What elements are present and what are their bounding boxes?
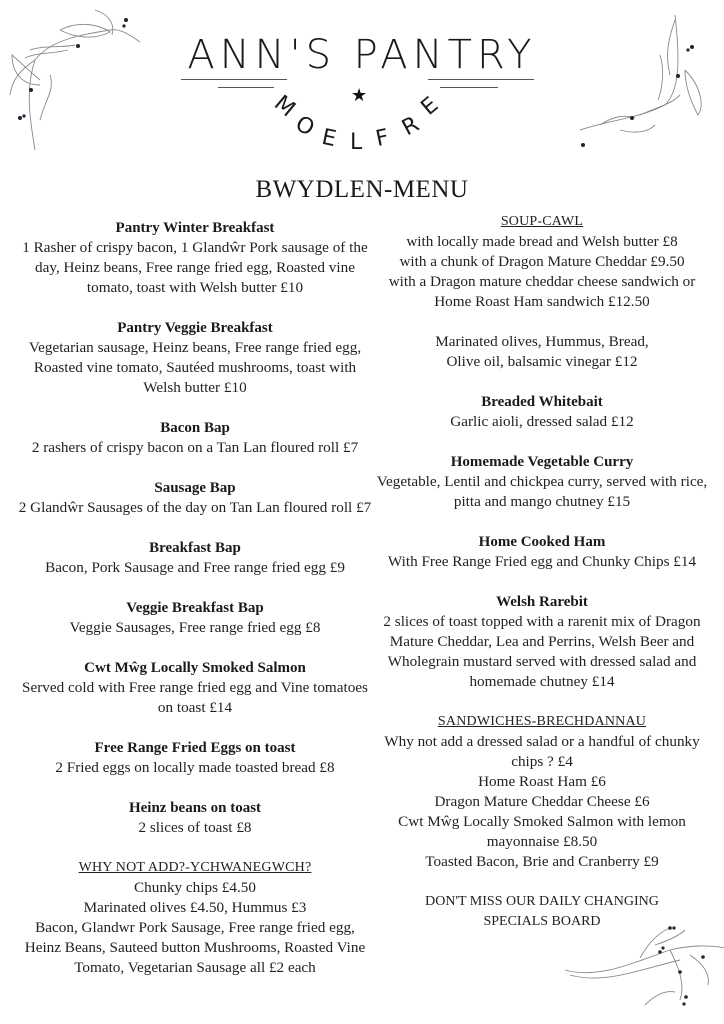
- logo-rule-right-top: [428, 79, 534, 80]
- extras-line: Chunky chips £4.50: [134, 879, 256, 896]
- location-letter: M: [269, 90, 300, 123]
- menu-item-smoked-salmon: [4, 658, 386, 718]
- item-desc: 2 Glandŵr Sausages of the day on Tan Lan floured roll £7: [18, 499, 372, 516]
- location-letter: L: [350, 130, 363, 155]
- item-desc: day, Heinz beans, Free range fried egg, Roasted vine: [35, 259, 355, 276]
- item-desc: on toast £14: [157, 699, 233, 716]
- sandwich-line: Toasted Bacon, Brie and Cranberry £9: [425, 853, 659, 870]
- menu-item-breakfast-bap: [4, 538, 386, 578]
- item-desc: 2 slices of toast topped with a rarenit mix of Dragon: [383, 613, 701, 630]
- olives-line: Olive oil, balsamic vinegar £12: [446, 353, 638, 370]
- item-desc: Welsh butter £10: [143, 379, 247, 396]
- left-column: [4, 218, 386, 998]
- item-name: Homemade Vegetable Curry: [450, 454, 634, 470]
- olives-line: Marinated olives, Hummus, Bread,: [435, 333, 649, 350]
- extras-line: Marinated olives £4.50, Hummus £3: [83, 899, 307, 916]
- floral-bottom-right-icon: [560, 920, 724, 1024]
- item-name: Cwt Mŵg Locally Smoked Salmon: [84, 660, 306, 676]
- menu-item-welsh-rarebit: [364, 592, 720, 692]
- extras-line: Bacon, Glandwr Pork Sausage, Free range fried egg,: [35, 919, 355, 936]
- item-desc: Served cold with Free range fried egg and Vine tomatoes: [22, 679, 368, 696]
- item-name: Veggie Breakfast Bap: [126, 600, 264, 616]
- item-name: Sausage Bap: [154, 480, 236, 496]
- sandwich-line: Home Roast Ham £6: [478, 773, 606, 790]
- item-desc: pitta and mango chutney £15: [453, 493, 631, 510]
- item-desc: Vegetarian sausage, Heinz beans, Free range fried egg,: [28, 339, 362, 356]
- item-name: Home Cooked Ham: [478, 534, 606, 550]
- item-name: Heinz beans on toast: [128, 800, 262, 816]
- menu-item-sausage-bap: [4, 478, 386, 518]
- soup-line: with a chunk of Dragon Mature Cheddar £9.50: [399, 253, 685, 270]
- menu-item-beans-toast: [4, 798, 386, 838]
- item-desc: Veggie Sausages, Free range fried egg £8: [69, 619, 321, 636]
- item-name: Free Range Fried Eggs on toast: [94, 740, 296, 756]
- menu-title: BWYDLEN-MENU: [255, 176, 469, 203]
- item-desc: Mature Cheddar, Lea and Perrins, Welsh Beer and: [389, 633, 695, 650]
- soup-line: with a Dragon mature cheddar cheese sandwich or: [388, 273, 696, 290]
- item-desc: 2 slices of toast £8: [138, 819, 252, 836]
- extras-line: Heinz Beans, Sauteed button Mushrooms, Roasted Vine: [24, 939, 366, 956]
- soup-section: [364, 212, 720, 312]
- floral-top-right-icon: [580, 0, 724, 160]
- item-name: Breaded Whitebait: [481, 394, 603, 410]
- logo-rule-right-bottom: [440, 87, 498, 88]
- menu-item-veggie-breakfast-bap: [4, 598, 386, 638]
- extras-heading: WHY NOT ADD?-YCHWANEGWCH?: [78, 860, 312, 875]
- item-name: Welsh Rarebit: [496, 594, 588, 610]
- item-desc: With Free Range Fried egg and Chunky Chips £14: [387, 553, 697, 570]
- item-desc: tomato, toast with Welsh butter £10: [86, 279, 304, 296]
- specials-line: DON'T MISS OUR DAILY CHANGING: [425, 894, 659, 909]
- menu-item-bacon-bap: [4, 418, 386, 458]
- sandwich-line: mayonnaise £8.50: [486, 833, 598, 850]
- location-letter: E: [319, 124, 339, 153]
- item-desc: Vegetable, Lentil and chickpea curry, served with rice,: [376, 473, 708, 490]
- location-letter: E: [416, 92, 444, 121]
- sandwich-line: Dragon Mature Cheddar Cheese £6: [434, 793, 650, 810]
- item-desc: Garlic aioli, dressed salad £12: [450, 413, 634, 430]
- item-name: Pantry Veggie Breakfast: [117, 320, 273, 336]
- item-desc: Roasted vine tomato, Sautéed mushrooms, toast with: [33, 359, 357, 376]
- location-letter: O: [291, 111, 319, 142]
- location-letter: F: [373, 124, 392, 153]
- soup-line: Home Roast Ham sandwich £12.50: [434, 293, 650, 310]
- right-column: [364, 212, 720, 932]
- sandwiches-section: [364, 712, 720, 872]
- sandwich-line: chips ? £4: [511, 753, 573, 770]
- item-desc: 2 Fried eggs on locally made toasted bread £8: [55, 759, 335, 776]
- menu-item-home-cooked-ham: [364, 532, 720, 572]
- item-desc: homemade chutney £14: [469, 673, 615, 690]
- item-name: Pantry Winter Breakfast: [115, 220, 275, 236]
- logo-rule-left-top: [181, 79, 287, 80]
- menu-item-whitebait: [364, 392, 720, 432]
- item-name: Breakfast Bap: [149, 540, 241, 556]
- specials-line: SPECIALS BOARD: [483, 914, 601, 929]
- extras-section: [4, 858, 386, 978]
- menu-item-fried-eggs-toast: [4, 738, 386, 778]
- olives-platter: [364, 332, 720, 372]
- location-letter: R: [398, 111, 424, 142]
- specials-note: [364, 892, 720, 932]
- brand-name: ANN'S PANTRY: [187, 32, 537, 78]
- sandwich-line: Cwt Mŵg Locally Smoked Salmon with lemon: [398, 813, 686, 830]
- item-name: Bacon Bap: [160, 420, 230, 436]
- item-desc: Wholegrain mustard served with dressed salad and: [387, 653, 697, 670]
- item-desc: 2 rashers of crispy bacon on a Tan Lan floured roll £7: [31, 439, 359, 456]
- logo-rule-left-bottom: [218, 87, 274, 88]
- item-desc: Bacon, Pork Sausage and Free range fried egg £9: [45, 559, 345, 576]
- item-desc: 1 Rasher of crispy bacon, 1 Glandŵr Pork sausage of the: [22, 239, 368, 256]
- sandwiches-heading: SANDWICHES-BRECHDANNAU: [437, 714, 647, 729]
- floral-top-left-icon: [0, 0, 160, 160]
- soup-line: with locally made bread and Welsh butter £8: [406, 233, 678, 250]
- sandwich-line: Why not add a dressed salad or a handful of chunky: [384, 733, 700, 750]
- menu-item-veggie-breakfast: [4, 318, 386, 398]
- extras-line: Tomato, Vegetarian Sausage all £2 each: [74, 959, 316, 976]
- menu-item-vegetable-curry: [364, 452, 720, 512]
- menu-item-winter-breakfast: [4, 218, 386, 298]
- star-icon: ★: [351, 85, 368, 106]
- soup-heading: SOUP-CAWL: [500, 214, 584, 229]
